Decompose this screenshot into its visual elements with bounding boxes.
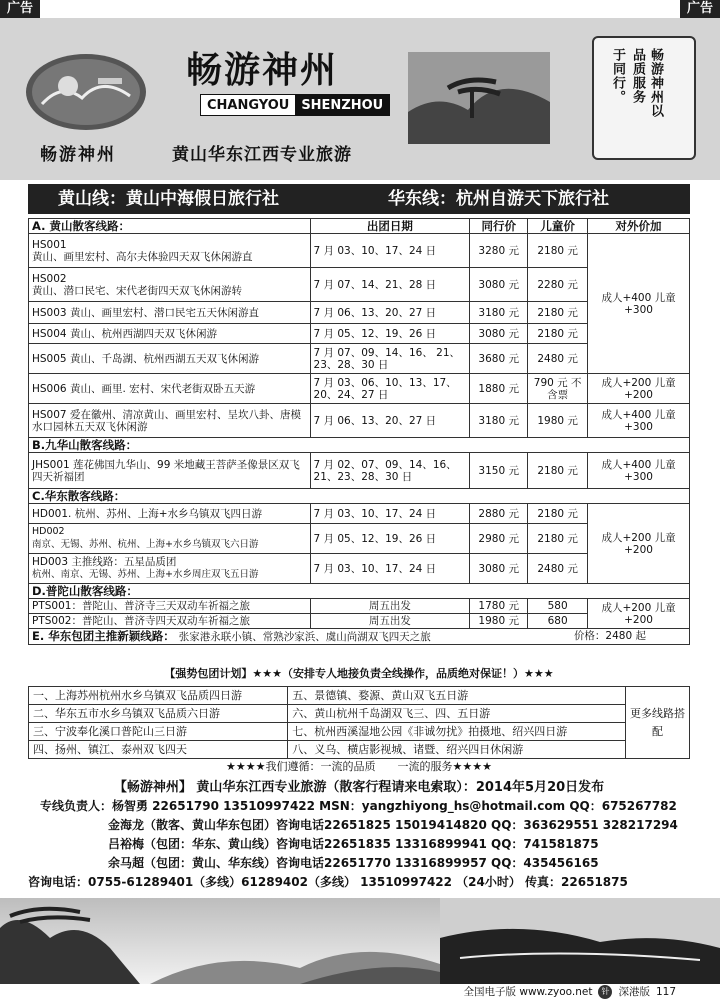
table-row	[29, 234, 690, 268]
row-code: HS006	[32, 382, 67, 395]
section-e-title: E. 华东包团主推新颖线路：	[32, 629, 175, 643]
package-routes-table	[28, 686, 690, 759]
row-name: 杭州、苏州、上海+水乡乌镇双飞四日游	[74, 507, 263, 520]
contact-line-2: 金海龙（散客、黄山华东包团）咨询电话22651825 15019414820 QQ：363629551 328217294	[108, 818, 678, 832]
route-right-3: 七、杭州西溪湿地公园《非诚勿扰》拍摄地、绍兴四日游	[288, 723, 626, 741]
footer-site: 全国电子版 www.zyoo.net	[463, 986, 593, 998]
strong-package-plan: 【强势包团计划】★★★（安排专人地接负责全线操作，品质绝对保证！）★★★	[164, 667, 554, 680]
row-child: 1980 元	[528, 404, 588, 438]
table-row	[29, 599, 690, 614]
row-name: 黄山、画里宏村、高尔夫体验四天双飞休闲游直	[32, 250, 253, 263]
row-code: HS005	[32, 352, 67, 365]
row-child: 2180 元	[528, 324, 588, 344]
route-right-2: 六、黄山杭州千岛湖双飞三、四、五日游	[288, 705, 626, 723]
row-date: 7 月 03、10、17、24 日	[310, 504, 470, 524]
scroll-col-1: 畅游神州以	[648, 48, 663, 118]
footer-edition: 深港版	[618, 986, 650, 998]
row-name: 爱在徽州、清凉黄山、画里宏村、呈坎八卦、唐模水口园林五天双飞休闲游	[32, 408, 301, 433]
list-item	[29, 723, 690, 741]
row-peer: 2980 元	[470, 524, 528, 554]
row-peer: 3680 元	[470, 344, 528, 374]
table-row	[29, 453, 690, 489]
row-name: 黄山、潜口民宅、宋代老街四天双飞休闲游转	[32, 284, 242, 297]
footer-circle-mark: 针	[598, 985, 612, 999]
slogan: 黄山华东江西专业旅游	[172, 145, 352, 165]
header-date: 出团日期	[310, 219, 470, 234]
section-a-title: A. 黄山散客线路：	[29, 219, 311, 234]
header-peer: 同行价	[470, 219, 528, 234]
contact-line-5: 咨询电话：0755-61289401（多线）61289402（多线） 13510997422 （24小时） 传真：22651875	[28, 875, 628, 889]
row-child: 2180 元	[528, 504, 588, 524]
route-right-1: 五、景德镇、婺源、黄山双飞五日游	[288, 687, 626, 705]
scroll-col-3: 于同行。	[610, 48, 625, 104]
row-code: HS004	[32, 327, 67, 340]
section-c-header	[29, 489, 690, 504]
route-right-4: 八、义乌、横店影视城、诸暨、绍兴四日休闲游	[288, 741, 626, 759]
row-peer: 3080 元	[470, 268, 528, 302]
row-peer: 3180 元	[470, 404, 528, 438]
more-routes: 更多线路搭配	[626, 687, 690, 759]
row-peer: 3080 元	[470, 554, 528, 584]
section-a-header	[29, 219, 690, 234]
quality-motto: ★★★★我们遵循：一流的品质 一流的服务★★★★	[226, 760, 492, 773]
row-peer: 3280 元	[470, 234, 528, 268]
route-left-1: 一、上海苏州杭州水乡乌镇双飞品质四日游	[29, 687, 288, 705]
contact-block	[28, 778, 690, 892]
row-peer: 3150 元	[470, 453, 528, 489]
page-footer	[464, 984, 676, 1000]
landscape-photo-strip	[0, 898, 720, 984]
row-name: 黄山、画里. 宏村、宋代老街双卧五天游	[69, 382, 256, 395]
row-date: 7 月 06、13、20、27 日	[310, 404, 470, 438]
row-code: PTS001：	[32, 600, 82, 612]
row-peer: 1980 元	[470, 614, 528, 629]
row-date: 7 月 03、10、17、24 日	[310, 554, 470, 584]
section-c-title: C.华东散客线路：	[29, 489, 690, 504]
row-public: 成人+400 儿童+300	[588, 404, 690, 438]
row-peer: 1880 元	[470, 374, 528, 404]
route-left-3: 三、宁波奉化溪口普陀山三日游	[29, 723, 288, 741]
row-code: PTS002：	[32, 615, 82, 627]
row-public: 成人+400 儿童+300	[588, 234, 690, 374]
row-public: 成人+200 儿童+200	[588, 599, 690, 629]
row-code: HS001	[32, 238, 67, 251]
row-public: 成人+400 儿童+300	[588, 453, 690, 489]
row-child: 2180 元	[528, 453, 588, 489]
contact-line-1: 专线负责人：杨智勇 22651790 13510997422 MSN：yangzhiyong_hs@hotmail.com QQ：675267782	[40, 799, 677, 813]
logo-emblem	[22, 52, 150, 132]
brand-english	[200, 94, 390, 116]
slogan-scroll	[592, 36, 696, 160]
brand-eng-a: CHANGYOU	[201, 95, 295, 115]
header-banner	[0, 18, 720, 180]
list-item	[29, 687, 690, 705]
table-row	[29, 374, 690, 404]
contact-headline: 【畅游神州】 黄山华东江西专业旅游（散客行程请来电索取）：2014年5月20日发布	[113, 780, 605, 795]
row-name: 南京、无锡、苏州、杭州、上海+水乡乌镇双飞六日游	[32, 539, 259, 550]
row-name: 黄山、杭州西湖四天双飞休闲游	[69, 327, 217, 340]
row-date: 7 月 03、06、10、13、17、20、24、27 日	[310, 374, 470, 404]
section-d-header	[29, 584, 690, 599]
row-name-2: 杭州、南京、无锡、苏州、上海+水乡周庄双飞五日游	[32, 569, 259, 580]
section-e-price: 价格：2480 起	[573, 630, 646, 642]
list-item	[29, 741, 690, 759]
row-child: 2180 元	[528, 302, 588, 324]
row-date: 7 月 07、09、14、16、 21、23、28、30 日	[310, 344, 470, 374]
route-line-bar	[28, 184, 690, 214]
row-public: 成人+200 儿童+200	[588, 504, 690, 584]
section-e-row	[29, 629, 690, 645]
contact-line-4: 余马超（包团：黄山、华东线）咨询电话22651770 13316899957 QQ：435456165	[108, 856, 599, 870]
row-code: HS002	[32, 272, 67, 285]
footer-page-number: 117	[655, 986, 676, 998]
row-code: HD003	[32, 556, 69, 568]
table-row	[29, 504, 690, 524]
ad-tag-left: 广告	[0, 0, 40, 18]
row-name: 普陀山、普济寺四天双动车祈福之旅	[81, 615, 250, 627]
row-date: 7 月 05、12、19、26 日	[310, 524, 470, 554]
huangshan-pine-photo	[408, 52, 550, 144]
row-code: JHS001	[32, 458, 70, 471]
row-date: 7 月 03、10、17、24 日	[310, 234, 470, 268]
row-date: 7 月 06、13、20、27 日	[310, 302, 470, 324]
brand-main-title: 畅游神州	[186, 50, 339, 91]
row-name: 普陀山、普济寺三天双动车祈福之旅	[81, 600, 250, 612]
row-child: 2480 元	[528, 344, 588, 374]
row-name: 黄山、千岛湖、杭州西湖五天双飞休闲游	[69, 352, 259, 365]
row-child: 790 元 不含票	[528, 374, 588, 404]
header-child: 儿童价	[528, 219, 588, 234]
row-date: 周五出发	[310, 614, 470, 629]
row-child: 2480 元	[528, 554, 588, 584]
row-date: 7 月 05、12、19、26 日	[310, 324, 470, 344]
ad-tag-right: 广告	[680, 0, 720, 18]
row-child: 580	[528, 599, 588, 614]
company-name: 畅游神州	[40, 145, 116, 165]
contact-line-3: 吕裕梅（包团：华东、黄山线）咨询电话22651835 13316899941 QQ：741581875	[108, 837, 599, 851]
row-child: 2180 元	[528, 234, 588, 268]
list-item	[29, 705, 690, 723]
row-peer: 3080 元	[470, 324, 528, 344]
section-d-title: D.普陀山散客线路：	[29, 584, 690, 599]
row-peer: 1780 元	[470, 599, 528, 614]
route-left-2: 二、华东五市水乡乌镇双飞品质六日游	[29, 705, 288, 723]
huadong-line: 华东线：杭州自游天下旅行社	[388, 189, 609, 209]
row-peer: 2880 元	[470, 504, 528, 524]
row-code: HS003	[32, 306, 67, 319]
row-public: 成人+200 儿童+200	[588, 374, 690, 404]
route-left-4: 四、扬州、镇江、泰州双飞四天	[29, 741, 288, 759]
brand-eng-b: SHENZHOU	[295, 95, 389, 115]
section-e-desc: 张家港永联小镇、常熟沙家浜、虞山尚湖双飞四天之旅	[178, 631, 431, 643]
huangshan-line: 黄山线：黄山中海假日旅行社	[58, 189, 279, 209]
row-date: 7 月 07、14、21、28 日	[310, 268, 470, 302]
row-peer: 3180 元	[470, 302, 528, 324]
row-code: HD001.	[32, 507, 72, 520]
row-name: 莲花佛国九华山、99 米地藏王菩萨圣像景区双飞四天祈福团	[32, 458, 300, 483]
table-row	[29, 404, 690, 438]
row-name: 黄山、画里宏村、潜口民宅五天休闲游直	[69, 306, 259, 319]
row-child: 2280 元	[528, 268, 588, 302]
tour-table	[28, 218, 690, 645]
row-name: 主推线路：五星品质团	[71, 556, 177, 568]
section-b-title: B.九华山散客线路：	[29, 438, 690, 453]
row-child: 680	[528, 614, 588, 629]
row-code: HS007	[32, 408, 67, 421]
section-b-header	[29, 438, 690, 453]
header-public: 对外价加	[588, 219, 690, 234]
row-child: 2180 元	[528, 524, 588, 554]
row-date: 周五出发	[310, 599, 470, 614]
scroll-col-2: 品质服务	[630, 48, 645, 104]
row-code: HD002	[32, 526, 65, 537]
row-date: 7 月 02、07、09、14、16、21、23、28、30 日	[310, 453, 470, 489]
